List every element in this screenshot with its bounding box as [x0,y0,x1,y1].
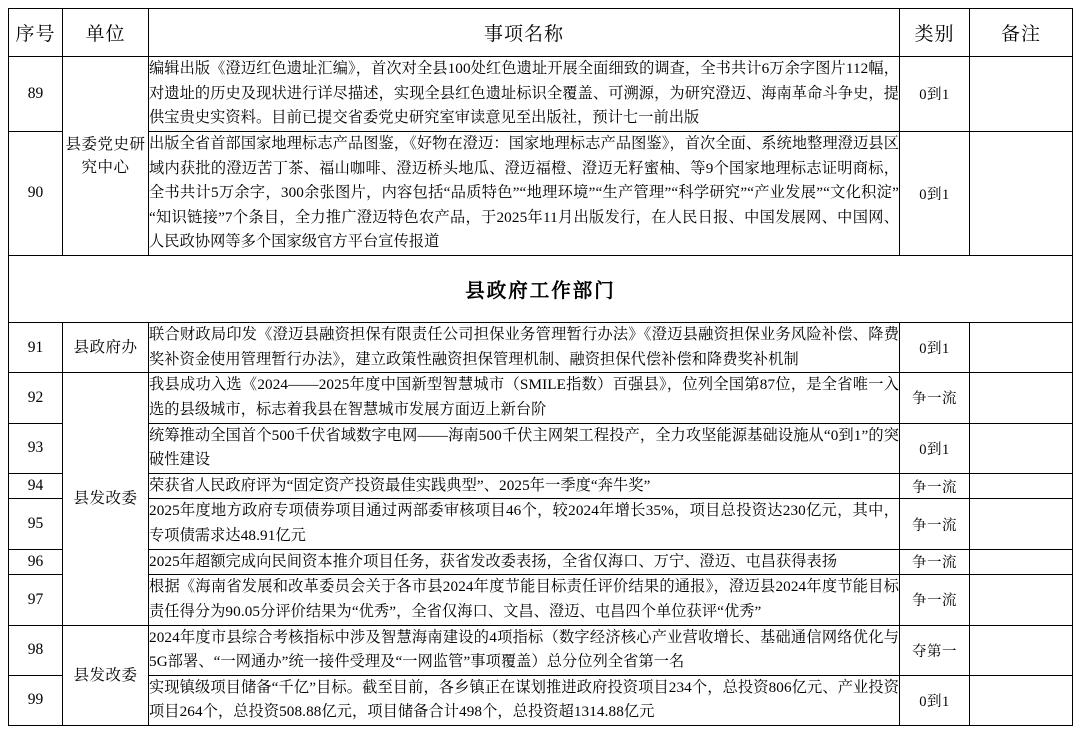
item-description: 2024年度市县综合考核指标中涉及智慧海南建设的4项指标（数字经济核心产业营收增长、基础通信网络优化与5G部署、“一网通办”统一接件受理及“一网监管”事项覆盖）总分位列全省第一名 [149,625,900,675]
category-badge: 争一流 [900,499,970,549]
note-cell [970,575,1073,625]
row-number: 90 [9,131,63,255]
row-number: 98 [9,625,63,675]
table-row [9,373,1073,423]
table-header-row [9,9,1073,57]
item-description: 2025年度地方政府专项债券项目通过两部委审核项目46个，较2024年增长35%，项目总投资达230亿元，其中，专项债需求达48.91亿元 [149,499,900,549]
table-row [9,57,1073,132]
category-badge: 0到1 [900,131,970,255]
category-badge: 0到1 [900,57,970,132]
item-description: 2025年超额完成向民间资本推介项目任务，获省发改委表扬，全省仅海口、万宁、澄迈、屯昌获得表扬 [149,549,900,575]
unit-cell-party-history: 县委党史研究中心 [63,57,149,256]
row-number: 99 [9,675,63,725]
item-description: 根据《海南省发展和改革委员会关于各市县2024年度节能目标责任评价结果的通报》，澄迈县2024年度节能目标责任得分为90.05分评价结果为“优秀”，全省仅海口、文昌、澄迈、屯昌四个单位获评“优秀” [149,575,900,625]
item-description: 统筹推动全国首个500千伏省域数字电网——海南500千伏主网架工程投产，全力攻坚能源基础设施从“0到1”的突破性建设 [149,423,900,473]
item-description: 荣获省人民政府评为“固定资产投资最佳实践典型”、2025年一季度“奔牛奖” [149,473,900,499]
category-badge: 争一流 [900,373,970,423]
note-cell [970,549,1073,575]
table-row [9,423,1073,473]
unit-cell-dev-reform-a: 县发改委 [63,373,149,625]
category-badge: 争一流 [900,473,970,499]
note-cell [970,499,1073,549]
item-description: 编辑出版《澄迈红色遗址汇编》，首次对全县100处红色遗址开展全面细致的调查，全书共计6万余字图片112幅，对遗址的历史及现状进行详尽描述，实现全县红色遗址标识全覆盖、可溯源，为研究澄迈、海南革命斗争史，提供宝贵史实资料。目前已提交省委党史研究室审读意见至出版社，预计七一前出版 [149,57,900,132]
table-row [9,575,1073,625]
note-cell [970,473,1073,499]
row-number: 91 [9,323,63,373]
note-cell [970,675,1073,725]
table-row [9,499,1073,549]
table-row [9,473,1073,499]
row-number: 95 [9,499,63,549]
category-badge: 争一流 [900,575,970,625]
table-row [9,625,1073,675]
row-number: 89 [9,57,63,132]
row-number: 96 [9,549,63,575]
item-description: 我县成功入选《2024——2025年度中国新型智慧城市（SMILE指数）百强县》，位列全国第87位，是全省唯一入选的县级城市，标志着我县在智慧城市发展方面迈上新台阶 [149,373,900,423]
note-cell [970,323,1073,373]
item-description: 联合财政局印发《澄迈县融资担保有限责任公司担保业务管理暂行办法》《澄迈县融资担保业务风险补偿、降费奖补资金使用管理暂行办法》，建立政策性融资担保管理机制、融资担保代偿补偿和降费奖补机制 [149,323,900,373]
column-header-category: 类别 [900,9,970,57]
table-row [9,675,1073,725]
item-description: 出版全省首部国家地理标志产品图鉴，《好物在澄迈：国家地理标志产品图鉴》，首次全面、系统地整理澄迈县区域内获批的澄迈苦丁茶、福山咖啡、澄迈桥头地瓜、澄迈福橙、澄迈无籽蜜柚、等9个国家地理标志证明商标，全书共计5万余字，300余张图片，内容包括“品质特色”“地理环境”“生产管理”“科学研究”“产业发展”“文化积淀”“知识链接”7个条目，全力推广澄迈特色农产品，于2025年11月出版发行，在人民日报、中国发展网、中国网、人民政协网等多个国家级官方平台宣传报道 [149,131,900,255]
note-cell [970,423,1073,473]
column-header-unit: 单位 [63,9,149,57]
row-number: 92 [9,373,63,423]
column-header-note: 备注 [970,9,1073,57]
item-description: 实现镇级项目储备“千亿”目标。截至目前，各乡镇正在谋划推进政府投资项目234个，总投资806亿元、产业投资项目264个，总投资508.88亿元，项目储备合计498个，总投资超1314.88亿元 [149,675,900,725]
note-cell [970,625,1073,675]
table-row [9,549,1073,575]
note-cell [970,57,1073,132]
row-number: 94 [9,473,63,499]
category-badge: 夺第一 [900,625,970,675]
column-header-no: 序号 [9,9,63,57]
section-header-row [9,256,1073,323]
category-badge: 争一流 [900,549,970,575]
achievements-table [8,8,1073,726]
table-row [9,131,1073,255]
category-badge: 0到1 [900,323,970,373]
row-number: 97 [9,575,63,625]
column-header-item: 事项名称 [149,9,900,57]
row-number: 93 [9,423,63,473]
unit-cell-dev-reform-b: 县发改委 [63,625,149,726]
note-cell [970,373,1073,423]
category-badge: 0到1 [900,423,970,473]
section-header-gov-departments: 县政府工作部门 [9,256,1073,323]
table-row [9,323,1073,373]
table-header [9,9,1073,57]
category-badge: 0到1 [900,675,970,725]
table-body [9,57,1073,726]
unit-cell-gov-office: 县政府办 [63,323,149,373]
note-cell [970,131,1073,255]
